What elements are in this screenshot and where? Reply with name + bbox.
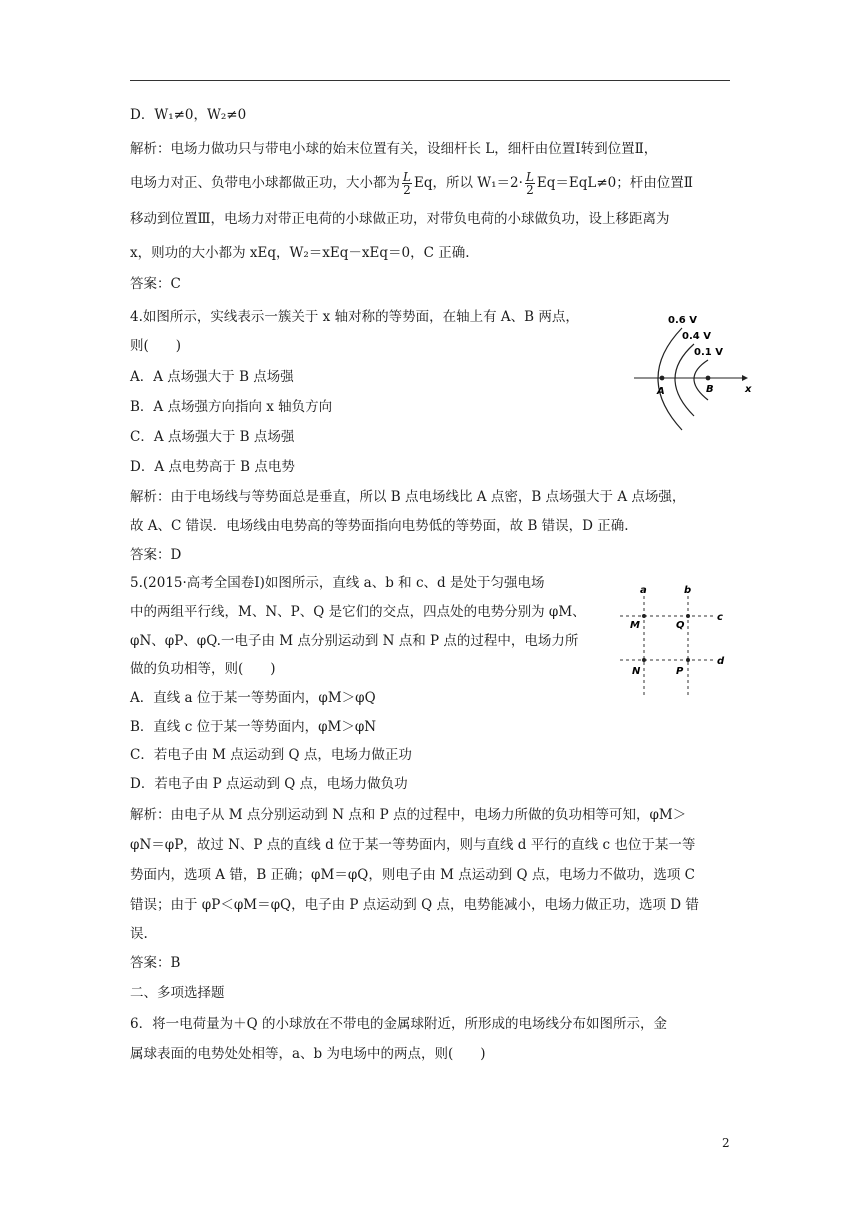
q4-option-d: D．A 点电势高于 B 点电势 (130, 459, 295, 475)
q6-stem-line-1: 6．将一电荷量为＋Q 的小球放在不带电的金属球附近，所形成的电场线分布如图所示，金 (130, 1016, 667, 1032)
q5-analysis-line-1: 解析：由电子从 M 点分别运动到 N 点和 P 点的过程中，电场力所做的负功相等可知，φM＞ (130, 807, 687, 823)
q3-analysis-line-3: 移动到位置Ⅲ，电场力对带正电荷的小球做正功，对带负电荷的小球做负功，设上移距离为 (130, 211, 670, 227)
q3-analysis-line-2 (130, 170, 693, 196)
point-b-dot (706, 376, 711, 381)
label-point-m: M (630, 620, 640, 631)
q4-answer: 答案：D (130, 547, 182, 563)
q5-stem-line-3: φN、φP、φQ.一电子由 M 点分别运动到 N 点和 P 点的过程中，电场力所 (130, 633, 579, 649)
section-heading: 二、多项选择题 (130, 985, 225, 1001)
q3-analysis-text-2b: Eq，所以 W₁＝2· (413, 175, 523, 191)
label-line-b: b (684, 585, 692, 596)
fraction-numerator: L (403, 170, 411, 184)
label-line-a: a (640, 585, 647, 596)
q3-analysis-line-1: 解析：电场力做功只与带电小球的始末位置有关，设细杆长 L，细杆由位置Ⅰ转到位置Ⅱ， (130, 141, 658, 157)
q4-analysis-line-1: 解析：由于电场线与等势面总是垂直，所以 B 点电场线比 A 点密，B 点场强大于 A 点场强， (130, 489, 686, 505)
label-point-b: B (706, 384, 714, 395)
q4-analysis-line-2: 故 A、C 错误．电场线由电势高的等势面指向电势低的等势面，故 B 错误，D 正确. (130, 518, 629, 534)
label-point-n: N (632, 666, 641, 677)
q5-option-b: B．直线 c 位于某一等势面内，φM＞φN (130, 719, 377, 735)
label-point-q: Q (676, 620, 685, 631)
fraction-l-over-2 (402, 171, 412, 196)
q3-answer: 答案：C (130, 276, 181, 292)
page-number: 2 (722, 1136, 730, 1150)
q4-stem-line-2: 则( ) (130, 338, 182, 354)
header-rule (130, 80, 730, 81)
label-06v: 0.6 V (668, 315, 697, 326)
q5-stem-line-4: 做的负功相等，则( ) (130, 661, 276, 677)
point-m-dot (642, 614, 646, 618)
point-n-dot (642, 658, 646, 662)
equipotential-curve-04 (675, 344, 694, 416)
parallel-lines-figure (612, 584, 732, 700)
q5-option-c: C．若电子由 M 点运动到 Q 点，电场力做正功 (130, 747, 412, 763)
x-axis-arrow (742, 375, 748, 381)
q4-stem-line-1: 4.如图所示，实线表示一簇关于 x 轴对称的等势面，在轴上有 A、B 两点， (130, 309, 579, 325)
q5-option-a: A．直线 a 位于某一等势面内，φM＞φQ (130, 690, 376, 706)
q3-analysis-line-4: x，则功的大小都为 xEq，W₂＝xEq－xEq＝0，C 正确. (130, 245, 470, 261)
fraction-denominator: 2 (403, 183, 411, 197)
q3-analysis-text-2a: 电场力对正、负带电小球都做正功，大小都为 (130, 175, 400, 191)
point-p-dot (686, 658, 690, 662)
q5-answer: 答案：B (130, 955, 181, 971)
q5-analysis-line-3: 势面内，选项 A 错，B 正确；φM＝φQ，则电子由 M 点运动到 Q 点，电场力不做功，选项 C (130, 867, 696, 883)
q5-analysis-line-5: 误. (130, 926, 148, 942)
label-04v: 0.4 V (682, 331, 711, 342)
fraction-numerator: L (525, 170, 534, 184)
point-a-dot (660, 376, 665, 381)
q3-option-d: D．W₁≠0，W₂≠0 (130, 107, 247, 123)
fraction-l-over-2 (525, 171, 535, 196)
label-x-axis: x (745, 384, 752, 395)
label-point-a: A (657, 386, 665, 397)
q5-stem-line-1: 5.(2015·高考全国卷Ⅰ)如图所示，直线 a、b 和 c、d 是处于匀强电场 (130, 575, 545, 591)
equipotential-figure (624, 308, 754, 438)
q5-analysis-line-2: φN＝φP，故过 N、P 点的直线 d 位于某一等势面内，则与直线 d 平行的直线 c 也位于某一等 (130, 837, 696, 853)
label-01v: 0.1 V (694, 347, 723, 358)
fraction-denominator: 2 (526, 183, 534, 197)
label-line-c: c (717, 612, 723, 623)
q6-stem-line-2: 属球表面的电势处处相等，a、b 为电场中的两点，则( ) (130, 1046, 486, 1062)
label-line-d: d (717, 656, 725, 667)
q3-analysis-text-2c: Eq＝EqL≠0；杆由位置Ⅱ (536, 175, 693, 191)
q4-option-a: A．A 点场强大于 B 点场强 (130, 369, 294, 385)
point-q-dot (686, 614, 690, 618)
q5-stem-line-2: 中的两组平行线，M、N、P、Q 是它们的交点，四点处的电势分别为 φM、 (130, 604, 586, 620)
q5-analysis-line-4: 错误；由于 φP＜φM＝φQ，电子由 P 点运动到 Q 点，电势能减小，电场力做正功，选项 D 错 (130, 897, 699, 913)
q5-option-d: D．若电子由 P 点运动到 Q 点，电场力做负功 (130, 776, 408, 792)
label-point-p: P (676, 666, 684, 677)
q4-option-c: C．A 点场强大于 B 点场强 (130, 429, 295, 445)
q4-option-b: B．A 点场强方向指向 x 轴负方向 (130, 399, 333, 415)
